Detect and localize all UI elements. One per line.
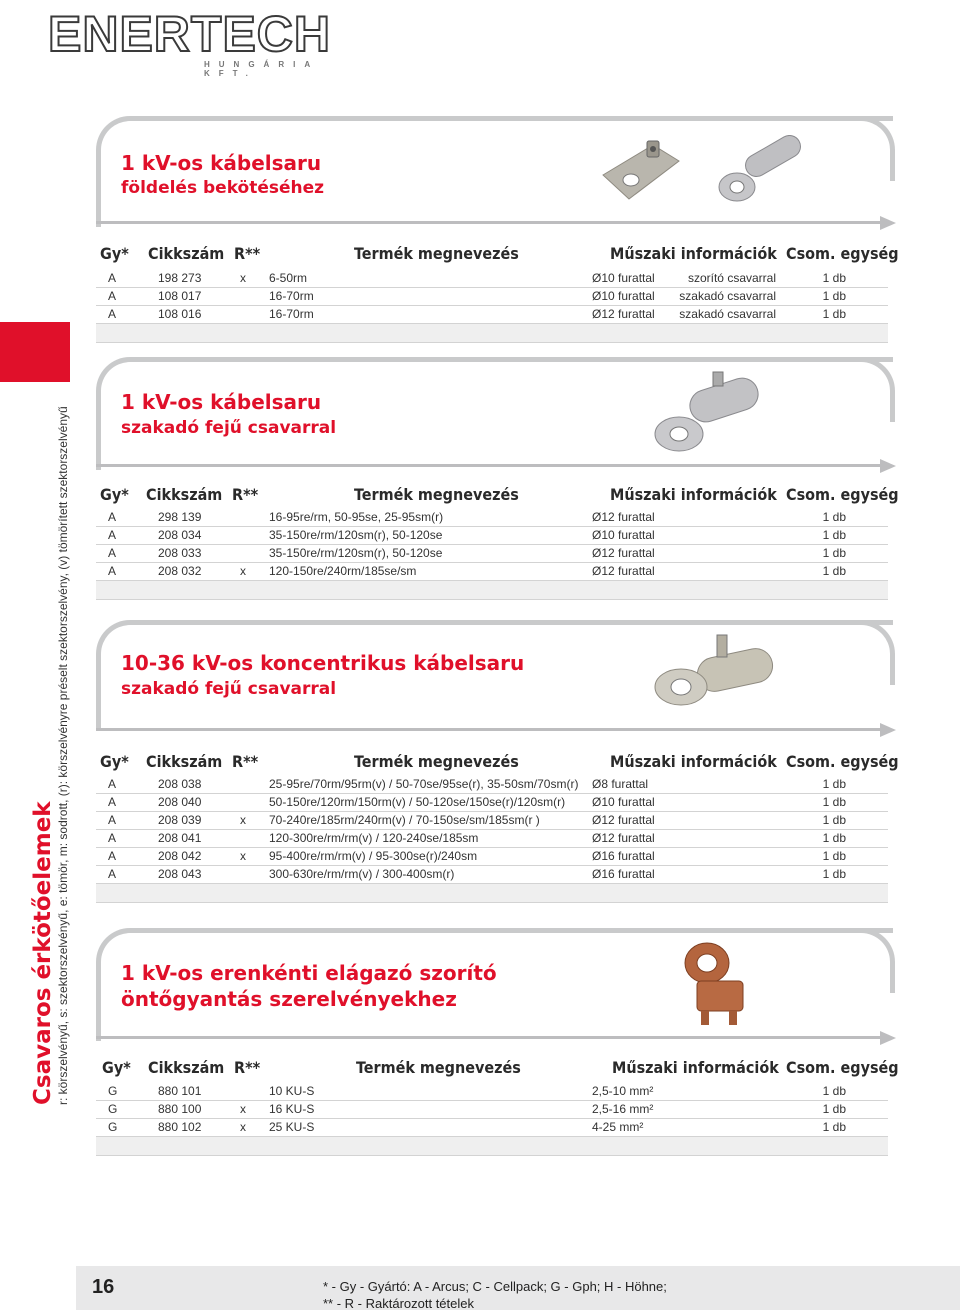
concentric-cable-lug-image bbox=[647, 631, 777, 721]
divider-arrow bbox=[880, 1031, 896, 1045]
table-footer-band bbox=[96, 324, 888, 343]
divider-arrow bbox=[880, 216, 896, 230]
cell-info: Ø10 furattal bbox=[592, 289, 655, 303]
table-row bbox=[96, 776, 888, 794]
section-divider bbox=[96, 728, 888, 731]
branch-clamp-image bbox=[671, 939, 761, 1031]
cell-name: 120-150re/240rm/185se/sm bbox=[269, 564, 417, 578]
cell-unit: 1 db bbox=[822, 795, 846, 809]
cell-info: Ø16 furattal bbox=[592, 849, 655, 863]
cell-number: 208 043 bbox=[158, 867, 202, 881]
table-footer-band bbox=[96, 884, 888, 903]
section-title: 1 kV-os erenkénti elágazó szorító bbox=[121, 961, 497, 985]
cell-r: x bbox=[240, 271, 246, 285]
cell-name: 10 KU-S bbox=[269, 1084, 315, 1098]
cell-unit: 1 db bbox=[822, 813, 846, 827]
table-row bbox=[96, 866, 888, 884]
col-number: Cikkszám bbox=[148, 244, 225, 263]
cell-info: Ø16 furattal bbox=[592, 867, 655, 881]
cell-name: 50-150re/120rm/150rm(v) / 50-120se/150se(r)/120sm(r) bbox=[269, 795, 566, 809]
cell-r: x bbox=[240, 1102, 246, 1116]
cell-gy: A bbox=[108, 831, 117, 845]
table-row bbox=[96, 1083, 888, 1101]
cell-name: 25-95re/70rm/95rm(v) / 50-70se/95se(r), 35-50sm/70sm(r) bbox=[269, 777, 579, 791]
cell-info-extra: szakadó csavarral bbox=[679, 289, 776, 303]
section-card-3 bbox=[96, 620, 893, 731]
cell-name: 16-70rm bbox=[269, 289, 314, 303]
cell-name: 6-50rm bbox=[269, 271, 308, 285]
cell-gy: A bbox=[108, 849, 117, 863]
col-number: Cikkszám bbox=[146, 752, 223, 771]
cell-gy: A bbox=[108, 546, 117, 560]
col-number: Cikkszám bbox=[146, 485, 223, 504]
col-name: Termék megnevezés bbox=[356, 1058, 521, 1077]
cell-r: x bbox=[240, 564, 246, 578]
col-info: Műszaki információk bbox=[610, 244, 777, 263]
cell-gy: G bbox=[108, 1120, 118, 1134]
cell-gy: A bbox=[108, 867, 117, 881]
col-unit: Csom. egység bbox=[786, 752, 899, 771]
cell-gy: A bbox=[108, 528, 117, 542]
logo-subtitle: HUNGÁRIA KFT. bbox=[204, 60, 319, 78]
cell-unit: 1 db bbox=[822, 1120, 846, 1134]
section-divider bbox=[96, 464, 888, 467]
chapter-title: Csavaros érkötőelemek bbox=[30, 801, 56, 1105]
cell-unit: 1 db bbox=[822, 271, 846, 285]
col-gy: Gy* bbox=[102, 1058, 131, 1077]
cell-unit: 1 db bbox=[822, 546, 846, 560]
cell-gy: A bbox=[108, 307, 117, 321]
cell-number: 880 100 bbox=[158, 1102, 202, 1116]
table-row bbox=[96, 563, 888, 581]
product-table-3 bbox=[96, 776, 888, 884]
divider-arrow bbox=[880, 723, 896, 737]
cell-r: x bbox=[240, 1120, 246, 1134]
section-subtitle: szakadó fejű csavarral bbox=[121, 679, 337, 699]
col-gy: Gy* bbox=[100, 485, 129, 504]
abbreviation-note: r: körszelvényű, s: szektorszelvényű, e: tömör, m: sodrott, (r): körszelvényre préselt szektorszelvény, (v) tömörített szektorszelvényű bbox=[56, 406, 70, 1105]
cell-name: 95-400re/rm/rm(v) / 95-300se(r)/240sm bbox=[269, 849, 478, 863]
cell-info: Ø12 furattal bbox=[592, 307, 655, 321]
cell-info: Ø12 furattal bbox=[592, 510, 655, 524]
col-r: R** bbox=[234, 244, 261, 263]
cell-number: 208 032 bbox=[158, 564, 202, 578]
col-unit: Csom. egység bbox=[786, 485, 899, 504]
cell-gy: A bbox=[108, 813, 117, 827]
chapter-tab bbox=[0, 322, 70, 382]
cell-info: Ø10 furattal bbox=[592, 271, 655, 285]
col-name: Termék megnevezés bbox=[354, 244, 519, 263]
col-info: Műszaki információk bbox=[612, 1058, 779, 1077]
section-title: 1 kV-os kábelsaru bbox=[121, 151, 322, 175]
cell-info: Ø10 furattal bbox=[592, 528, 655, 542]
section-card-4 bbox=[96, 928, 893, 1041]
cell-gy: A bbox=[108, 289, 117, 303]
product-table-4 bbox=[96, 1083, 888, 1137]
product-table-2 bbox=[96, 509, 888, 581]
product-table-1 bbox=[96, 270, 888, 324]
cell-gy: A bbox=[108, 564, 117, 578]
section-subtitle: földelés bekötéséhez bbox=[121, 178, 325, 198]
col-r: R** bbox=[232, 485, 259, 504]
cell-number: 208 038 bbox=[158, 777, 202, 791]
footnote bbox=[323, 1278, 667, 1312]
cell-number: 208 041 bbox=[158, 831, 202, 845]
cell-unit: 1 db bbox=[822, 510, 846, 524]
table-header bbox=[96, 746, 899, 776]
table-row bbox=[96, 306, 888, 324]
cell-name: 35-150re/rm/120sm(r), 50-120se bbox=[269, 528, 443, 542]
col-r: R** bbox=[232, 752, 259, 771]
footnote-line-1: * - Gy - Gyártó: A - Arcus; C - Cellpack; G - Gph; H - Höhne; bbox=[323, 1279, 667, 1294]
cell-gy: A bbox=[108, 271, 117, 285]
section-divider bbox=[96, 221, 888, 224]
cell-unit: 1 db bbox=[822, 1084, 846, 1098]
cell-number: 198 273 bbox=[158, 271, 202, 285]
cell-unit: 1 db bbox=[822, 564, 846, 578]
section-title: 1 kV-os kábelsaru bbox=[121, 390, 322, 414]
cell-name: 25 KU-S bbox=[269, 1120, 315, 1134]
col-gy: Gy* bbox=[100, 752, 129, 771]
cell-gy: A bbox=[108, 795, 117, 809]
cell-r: x bbox=[240, 849, 246, 863]
cell-number: 880 102 bbox=[158, 1120, 202, 1134]
cell-unit: 1 db bbox=[822, 289, 846, 303]
table-row bbox=[96, 270, 888, 288]
cell-name: 16-70rm bbox=[269, 307, 314, 321]
cell-unit: 1 db bbox=[822, 528, 846, 542]
table-header bbox=[96, 479, 899, 509]
cell-unit: 1 db bbox=[822, 849, 846, 863]
cell-info-extra: szakadó csavarral bbox=[679, 307, 776, 321]
col-info: Műszaki információk bbox=[610, 752, 777, 771]
table-row bbox=[96, 545, 888, 563]
cell-number: 298 139 bbox=[158, 510, 202, 524]
page-number: 16 bbox=[92, 1276, 115, 1298]
section-card-1 bbox=[96, 116, 893, 227]
section-title: 10-36 kV-os koncentrikus kábelsaru bbox=[121, 651, 525, 675]
cell-info: Ø12 furattal bbox=[592, 831, 655, 845]
footnote-line-2: ** - R - Raktározott tételek bbox=[323, 1296, 474, 1311]
cell-info: Ø12 furattal bbox=[592, 564, 655, 578]
section-card-2 bbox=[96, 357, 893, 470]
cell-unit: 1 db bbox=[822, 307, 846, 321]
table-row bbox=[96, 830, 888, 848]
logo-wordmark: ENERTECH bbox=[48, 6, 332, 62]
cell-number: 208 040 bbox=[158, 795, 202, 809]
col-gy: Gy* bbox=[100, 244, 129, 263]
table-header bbox=[96, 1052, 899, 1082]
cell-r: x bbox=[240, 813, 246, 827]
cell-number: 108 016 bbox=[158, 307, 202, 321]
cable-lug-image bbox=[713, 135, 813, 211]
col-name: Termék megnevezés bbox=[354, 485, 519, 504]
col-unit: Csom. egység bbox=[786, 244, 899, 263]
cable-lug-image bbox=[649, 370, 761, 456]
cell-number: 880 101 bbox=[158, 1084, 202, 1098]
table-row bbox=[96, 527, 888, 545]
cell-unit: 1 db bbox=[822, 777, 846, 791]
cell-number: 208 039 bbox=[158, 813, 202, 827]
cell-unit: 1 db bbox=[822, 831, 846, 845]
table-footer-band bbox=[96, 1137, 888, 1156]
cell-unit: 1 db bbox=[822, 867, 846, 881]
col-name: Termék megnevezés bbox=[354, 752, 519, 771]
cell-number: 208 042 bbox=[158, 849, 202, 863]
divider-arrow bbox=[880, 459, 896, 473]
table-row bbox=[96, 794, 888, 812]
cell-gy: G bbox=[108, 1102, 118, 1116]
col-unit: Csom. egység bbox=[786, 1058, 899, 1077]
enertech-logo bbox=[44, 6, 344, 78]
table-footer-band bbox=[96, 581, 888, 600]
cell-info: 2,5-10 mm² bbox=[592, 1084, 654, 1098]
cell-name: 120-300re/rm/rm(v) / 120-240se/185sm bbox=[269, 831, 479, 845]
cell-info: Ø12 furattal bbox=[592, 813, 655, 827]
cell-number: 108 017 bbox=[158, 289, 202, 303]
table-header bbox=[96, 238, 899, 268]
table-row bbox=[96, 1101, 888, 1119]
section-subtitle: szakadó fejű csavarral bbox=[121, 418, 337, 438]
cell-name: 70-240re/185rm/240rm(v) / 70-150se/sm/185sm(r ) bbox=[269, 813, 540, 827]
cell-unit: 1 db bbox=[822, 1102, 846, 1116]
col-r: R** bbox=[234, 1058, 261, 1077]
cell-gy: A bbox=[108, 777, 117, 791]
cell-info: Ø12 furattal bbox=[592, 546, 655, 560]
cell-info-extra: szorító csavarral bbox=[687, 271, 776, 285]
cell-gy: G bbox=[108, 1084, 118, 1098]
cell-info: 4-25 mm² bbox=[592, 1120, 644, 1134]
cell-name: 35-150re/rm/120sm(r), 50-120se bbox=[269, 546, 443, 560]
table-row bbox=[96, 848, 888, 866]
table-row bbox=[96, 288, 888, 306]
section-divider bbox=[96, 1036, 888, 1039]
cell-name: 16-95re/rm, 50-95se, 25-95sm(r) bbox=[269, 510, 444, 524]
table-row bbox=[96, 509, 888, 527]
cell-number: 208 034 bbox=[158, 528, 202, 542]
cell-name: 16 KU-S bbox=[269, 1102, 315, 1116]
section-subtitle: öntőgyantás szerelvényekhez bbox=[121, 987, 457, 1011]
table-row bbox=[96, 1119, 888, 1137]
col-info: Műszaki információk bbox=[610, 485, 777, 504]
cell-info: Ø8 furattal bbox=[592, 777, 649, 791]
cell-info: 2,5-16 mm² bbox=[592, 1102, 654, 1116]
cell-info: Ø10 furattal bbox=[592, 795, 655, 809]
cell-number: 208 033 bbox=[158, 546, 202, 560]
col-number: Cikkszám bbox=[148, 1058, 225, 1077]
cell-name: 300-630re/rm/rm(v) / 300-400sm(r) bbox=[269, 867, 455, 881]
table-row bbox=[96, 812, 888, 830]
cable-lug-plate-image bbox=[599, 135, 689, 205]
cell-gy: A bbox=[108, 510, 117, 524]
